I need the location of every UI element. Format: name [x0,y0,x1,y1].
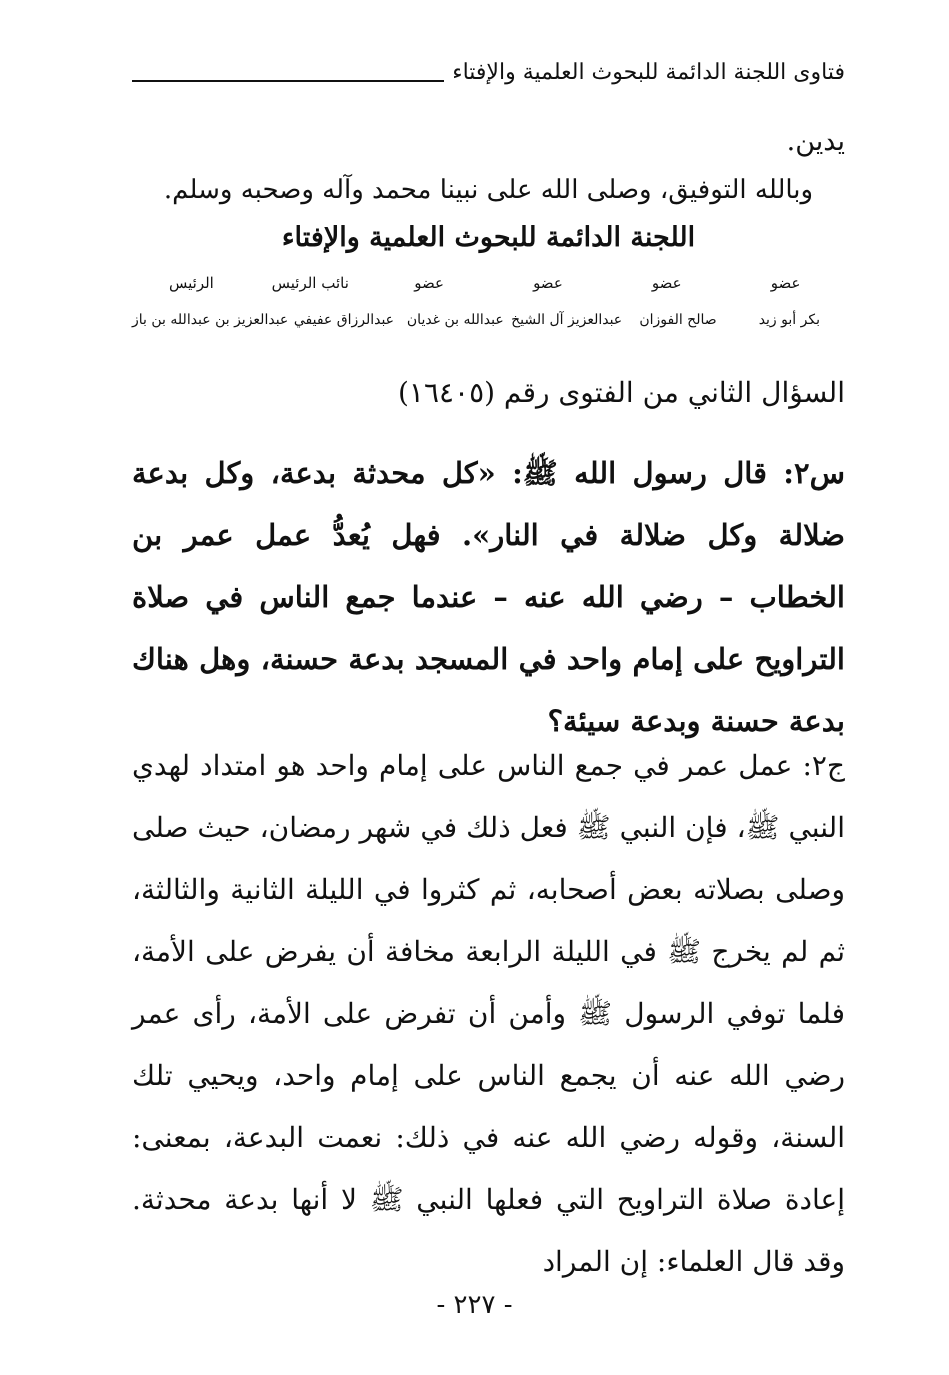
signatory-role: الرئيس [169,274,214,292]
answer-paragraph [132,735,845,1293]
signatory-name: عبدالرزاق عفيفي [293,312,395,328]
question-text: س٢: قال رسول الله ﷺ: «كل محدثة بدعة، وكل بدعة ضلالة وكل ضلالة في النار». فهل يُعدُّ عمل عمر بن الخطاب – رضي الله عنه – عندما جمع الناس في صلاة التراويح على إمام واحد في المسجد بدعة حسنة، وهل هناك بدعة حسنة وبدعة سيئة؟ [132,456,845,738]
signatory-role: نائب الرئيس [271,274,349,292]
signatory-name: عبدالله بن غديان [406,312,504,328]
running-header [132,58,845,88]
signatory-name: عبدالعزيز بن عبدالله بن باز [132,312,289,328]
signatory-role: عضو [651,274,682,292]
signatory-name: عبدالعزيز آل الشيخ [511,312,623,328]
question-paragraph [132,442,845,752]
signatory-roles-row [132,274,845,292]
signatory-role: عضو [533,274,563,292]
header-rule [132,80,444,82]
signatory-role: عضو [414,274,444,292]
answer-text: ج٢: عمل عمر في جمع الناس على إمام واحد هو امتداد لهدي النبي ﷺ، فإن النبي ﷺ فعل ذلك في شهر رمضان، حيث صلى وصلى بصلاته بعض أصحابه، ثم كثروا في الليلة الثانية والثالثة، ثم لم يخرج ﷺ في الليلة الرابعة مخافة أن يفرض على الأمة، فلما توفي الرسول ﷺ وأمن أن تفرض على الأمة، رأى عمر رضي الله عنه أن يجمع الناس على إمام واحد، ويحيي تلك السنة، وقوله رضي الله عنه في ذلك: نعمت البدعة، بمعنى: إعادة صلاة التراويح التي فعلها النبي ﷺ لا أنها بدعة محدثة. وقد قال العلماء: إن المراد [132,749,845,1278]
committee-title: اللجنة الدائمة للبحوث العلمية والإفتاء [281,222,696,253]
previous-answer-closing-word: يدين. [786,126,845,157]
fatwa-reference: السؤال الثاني من الفتوى رقم (١٦٤٠٥) [397,376,845,409]
page-number: - ٢٢٧ - [436,1290,513,1320]
signatory-role: عضو [770,274,801,292]
signatory-name: صالح الفوزان [639,312,717,328]
signatory-names-row [132,312,845,328]
signatory-name: بكر أبو زيد [758,312,820,328]
running-title: فتاوى اللجنة الدائمة للبحوث العلمية والإفتاء [452,60,845,85]
previous-answer-closing-line: وبالله التوفيق، وصلى الله على نبينا محمد وآله وصحبه وسلم. [163,175,814,205]
